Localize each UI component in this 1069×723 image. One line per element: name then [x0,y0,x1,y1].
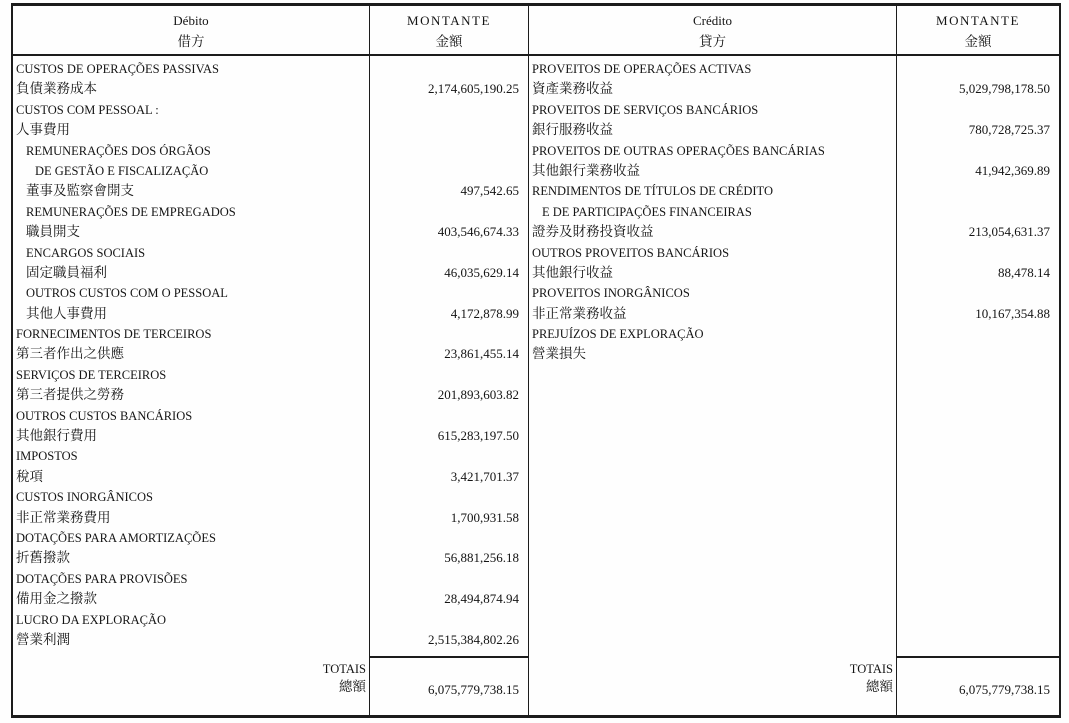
debit-total-amount: 6,075,779,738.15 [370,656,529,715]
debit-totals-label-zh: 總額 [339,679,366,694]
debit-row-amount-empty [370,283,528,303]
credit-row-amount-empty [897,202,1059,222]
debit-row-label: REMUNERAÇÕES DE EMPREGADOS [26,204,236,219]
debit-row-amount-empty [370,59,528,79]
debit-row-label: SERVIÇOS DE TERCEIROS [16,367,167,382]
credit-row-label: PREJUÍZOS DE EXPLORAÇÃO [532,327,704,342]
debit-row-label: DOTAÇÕES PARA AMORTIZAÇÕES [16,530,216,545]
debit-row-amount-empty [370,365,528,385]
debit-row-label: ENCARGOS SOCIAIS [26,245,146,260]
debit-row-label: OUTROS CUSTOS BANCÁRIOS [16,408,193,423]
header-debit [13,6,370,56]
header-credit-amount-label-pt: MONTANTE [936,13,1020,28]
debit-row-label: 第三者作出之供應 [16,346,124,362]
credit-row-amount-empty [897,243,1059,263]
header-debit-amount [370,6,529,56]
header-credit [529,6,897,56]
credit-row-label: PROVEITOS DE OUTRAS OPERAÇÕES BANCÁRIAS [532,143,825,158]
credit-row-label: 證券及財務投資收益 [532,224,654,240]
credit-amount-column [897,56,1059,656]
credit-row-label: E DE PARTICIPAÇÕES FINANCEIRAS [542,204,752,219]
credit-row-amount: 5,029,798,178.50 [959,81,1050,97]
credit-row-label: 銀行服務收益 [532,122,613,138]
credit-row-label: 營業損失 [532,346,586,362]
header-debit-label-zh: 借方 [177,34,205,49]
credit-row-amount-empty [897,283,1059,303]
header-credit-label-zh: 貸方 [699,34,726,49]
credit-row-amount-empty [897,59,1059,79]
debit-row-amount-empty [370,487,528,507]
debit-row-amount: 2,515,384,802.26 [428,631,519,647]
debit-row-amount-empty [370,141,528,161]
credit-row-amount: 10,167,354.88 [975,305,1050,321]
header-debit-label-pt: Débito [173,13,209,28]
credit-row-label: 其他銀行業務收益 [532,162,640,178]
credit-row-amount: 88,478.14 [998,264,1050,280]
debit-totals-label [13,656,370,715]
debit-row-amount-empty [370,528,528,548]
credit-row-amount-empty [897,100,1059,120]
debit-row-amount: 497,542.65 [460,183,519,199]
credit-row-label: 資產業務收益 [532,81,613,97]
debit-amount-column [370,56,529,656]
credit-row-amount-empty [897,141,1059,161]
debit-row-label: 負債業務成本 [16,81,97,97]
debit-row-amount-empty [370,406,528,426]
debit-row-amount-empty [370,120,528,140]
credit-totals-label [529,656,897,715]
debit-row-amount-empty [370,446,528,466]
credit-row-label: PROVEITOS DE OPERAÇÕES ACTIVAS [532,62,752,76]
credit-row-label: 非正常業務收益 [532,305,627,321]
debit-row-amount: 2,174,605,190.25 [428,81,519,97]
debit-row-amount: 4,172,878.99 [450,305,519,321]
credit-row-amount-empty [897,344,1059,364]
debit-row-label: CUSTOS INORGÂNICOS [16,490,153,505]
debit-row-label: 董事及監察會開支 [26,183,134,199]
debit-row-label: CUSTOS DE OPERAÇÕES PASSIVAS [16,62,219,76]
debit-row-amount-empty [370,324,528,344]
credit-row-amount-empty [897,181,1059,201]
debit-row-amount: 46,035,629.14 [444,264,519,280]
debit-row-label: CUSTOS COM PESSOAL : [16,102,159,117]
debit-row-label: 職員開支 [26,224,80,240]
credit-row-amount-empty [897,324,1059,344]
credit-totals-label-zh: 總額 [866,679,893,694]
header-credit-amount-label-zh: 金額 [964,34,992,49]
credit-row-amount: 780,728,725.37 [968,122,1050,138]
credit-total-amount: 6,075,779,738.15 [897,656,1059,715]
header-debit-amount-label-pt: MONTANTE [407,13,491,28]
debit-row-amount: 56,881,256.18 [444,550,519,566]
debit-row-amount: 615,283,197.50 [437,428,519,444]
debit-totals-label-pt: TOTAIS [322,662,366,676]
header-credit-label-pt: Crédito [693,13,732,28]
credit-row-amount: 41,942,369.89 [975,162,1050,178]
header-credit-amount [897,6,1059,56]
debit-row-amount: 28,494,874.94 [444,591,519,607]
debit-row-label: 稅項 [16,468,43,484]
debit-row-label: 折舊撥款 [16,550,70,566]
credit-row-label: OUTROS PROVEITOS BANCÁRIOS [532,245,730,260]
credit-label-column [529,56,897,656]
debit-row-amount-empty [370,202,528,222]
debit-row-amount: 403,546,674.33 [437,224,519,240]
debit-row-label: 固定職員福利 [26,264,107,280]
header-debit-amount-label-zh: 金額 [435,34,463,49]
credit-row-label: RENDIMENTOS DE TÍTULOS DE CRÉDITO [532,184,773,199]
debit-row-label: FORNECIMENTOS DE TERCEIROS [16,327,212,342]
debit-label-column [13,56,370,656]
debit-row-label: LUCRO DA EXPLORAÇÃO [16,612,167,627]
debit-row-label: REMUNERAÇÕES DOS ÓRGÃOS [26,143,211,158]
debit-row-amount-empty [370,569,528,589]
profit-and-loss-table [11,3,1061,718]
credit-row-label: PROVEITOS INORGÂNICOS [532,286,690,301]
credit-totals-label-pt: TOTAIS [849,662,893,676]
debit-row-amount: 23,861,455.14 [444,346,519,362]
debit-row-label: IMPOSTOS [16,449,78,464]
credit-row-amount: 213,054,631.37 [968,224,1050,240]
debit-row-label: 第三者提供之勞務 [16,387,124,403]
debit-row-label: 其他銀行費用 [16,428,97,444]
debit-row-label: DE GESTÃO E FISCALIZAÇÃO [35,163,209,178]
debit-row-amount-empty [370,161,528,181]
debit-row-label: 人事費用 [16,122,70,138]
credit-row-label: PROVEITOS DE SERVIÇOS BANCÁRIOS [532,102,759,117]
debit-row-label: 備用金之撥款 [16,591,97,607]
debit-row-label: 其他人事費用 [26,305,107,321]
debit-row-amount-empty [370,243,528,263]
debit-row-amount-empty [370,610,528,630]
debit-row-amount: 3,421,701.37 [450,468,519,484]
debit-row-amount-empty [370,100,528,120]
debit-row-label: OUTROS CUSTOS COM O PESSOAL [26,286,228,301]
debit-row-amount: 1,700,931.58 [450,509,519,525]
debit-row-label: DOTAÇÕES PARA PROVISÕES [16,571,188,586]
debit-row-label: 營業利潤 [16,631,70,647]
credit-row-label: 其他銀行收益 [532,264,613,280]
debit-row-label: 非正常業務費用 [16,509,111,525]
debit-row-amount: 201,893,603.82 [437,387,519,403]
